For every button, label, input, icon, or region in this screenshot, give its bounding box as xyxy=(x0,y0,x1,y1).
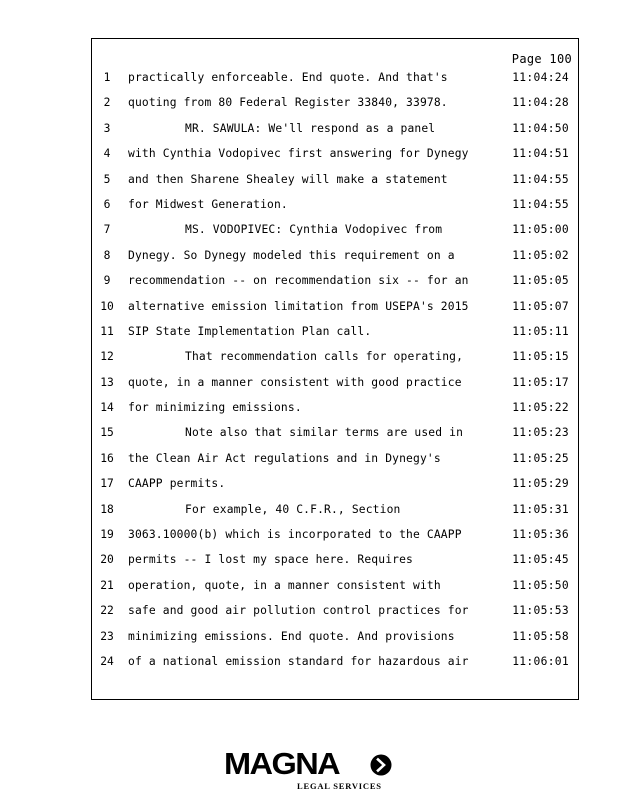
line-number: 22 xyxy=(100,604,114,618)
line-text: with Cynthia Vodopivec first answering for Dynegy xyxy=(128,147,469,161)
line-text: minimizing emissions. End quote. And provisions xyxy=(128,629,455,643)
transcript-line xyxy=(92,324,578,349)
line-text: the Clean Air Act regulations and in Dynegy's xyxy=(128,451,441,465)
line-text: Note also that similar terms are used in xyxy=(185,426,464,440)
timestamp: 11:04:28 xyxy=(512,96,569,110)
line-text: and then Sharene Shealey will make a statement xyxy=(128,172,448,186)
transcript-line xyxy=(92,146,578,171)
timestamp: 11:05:23 xyxy=(512,426,569,440)
line-number: 6 xyxy=(103,197,111,211)
timestamp: 11:04:24 xyxy=(512,71,569,84)
chevron-circle-icon xyxy=(370,754,392,776)
line-text: recommendation -- on recommendation six -- for an xyxy=(128,274,469,288)
line-text: That recommendation calls for operating, xyxy=(185,350,464,364)
line-number: 13 xyxy=(100,375,114,389)
line-number: 7 xyxy=(103,223,111,237)
line-text: 3063.10000(b) which is incorporated to the CAAPP xyxy=(128,528,462,542)
transcript-line xyxy=(92,299,578,324)
timestamp: 11:05:25 xyxy=(512,451,569,465)
line-text: permits -- I lost my space here. Requires xyxy=(128,553,414,567)
magna-logo xyxy=(224,747,394,793)
transcript-line xyxy=(92,95,578,120)
line-text: practically enforceable. End quote. And that's xyxy=(128,71,448,84)
line-number: 18 xyxy=(100,502,114,516)
line-number: 17 xyxy=(100,477,114,491)
line-text: for minimizing emissions. xyxy=(128,401,302,415)
timestamp: 11:05:50 xyxy=(512,578,569,592)
timestamp: 11:05:11 xyxy=(512,324,569,338)
line-number: 11 xyxy=(100,324,114,338)
line-number: 21 xyxy=(100,578,114,592)
line-text: safe and good air pollution control practices for xyxy=(128,604,469,618)
line-text: operation, quote, in a manner consistent with xyxy=(128,578,441,592)
transcript-line xyxy=(92,197,578,222)
timestamp: 11:05:02 xyxy=(512,248,569,262)
transcript-line xyxy=(92,273,578,298)
line-text: of a national emission standard for hazardous air xyxy=(128,654,469,668)
timestamp: 11:05:29 xyxy=(512,477,569,491)
transcript-line xyxy=(92,629,578,654)
transcript-lines xyxy=(92,70,578,679)
line-text: Dynegy. So Dynegy modeled this requirement on a xyxy=(128,248,455,262)
line-text: quoting from 80 Federal Register 33840, 33978. xyxy=(128,96,448,110)
line-number: 5 xyxy=(103,172,111,186)
timestamp: 11:05:22 xyxy=(512,401,569,415)
line-number: 16 xyxy=(100,451,114,465)
line-text: CAAPP permits. xyxy=(128,477,226,491)
timestamp: 11:05:15 xyxy=(512,350,569,364)
timestamp: 11:05:58 xyxy=(512,629,569,643)
timestamp: 11:05:05 xyxy=(512,274,569,288)
line-text: for Midwest Generation. xyxy=(128,197,288,211)
line-number: 19 xyxy=(100,528,114,542)
timestamp: 11:05:53 xyxy=(512,604,569,618)
transcript-line xyxy=(92,70,578,95)
transcript-line xyxy=(92,603,578,628)
page-number: Page 100 xyxy=(511,52,572,66)
logo-tagline: LEGAL SERVICES xyxy=(297,781,382,791)
line-text: MS. VODOPIVEC: Cynthia Vodopivec from xyxy=(185,223,443,237)
transcript-line xyxy=(92,578,578,603)
timestamp: 11:05:31 xyxy=(512,502,569,516)
line-number: 10 xyxy=(100,299,114,313)
line-number: 2 xyxy=(103,96,111,110)
line-text: SIP State Implementation Plan call. xyxy=(128,324,372,338)
line-number: 12 xyxy=(100,350,114,364)
line-number: 14 xyxy=(100,401,114,415)
transcript-line xyxy=(92,451,578,476)
transcript-line xyxy=(92,502,578,527)
timestamp: 11:05:07 xyxy=(512,299,569,313)
transcript-line xyxy=(92,172,578,197)
transcript-line xyxy=(92,552,578,577)
timestamp: 11:04:55 xyxy=(512,197,569,211)
transcript-line xyxy=(92,222,578,247)
line-number: 23 xyxy=(100,629,114,643)
timestamp: 11:05:45 xyxy=(512,553,569,567)
transcript-line xyxy=(92,248,578,273)
line-text: alternative emission limitation from USEPA's 2015 xyxy=(128,299,469,313)
timestamp: 11:04:51 xyxy=(512,147,569,161)
transcript-line xyxy=(92,400,578,425)
timestamp: 11:06:01 xyxy=(512,654,569,668)
transcript-line xyxy=(92,425,578,450)
transcript-line xyxy=(92,349,578,374)
line-number: 1 xyxy=(103,71,111,84)
timestamp: 11:05:17 xyxy=(512,375,569,389)
line-number: 8 xyxy=(103,248,111,262)
line-number: 4 xyxy=(103,147,111,161)
line-text: MR. SAWULA: We'll respond as a panel xyxy=(185,121,436,135)
line-text: quote, in a manner consistent with good practice xyxy=(128,375,462,389)
transcript-line xyxy=(92,476,578,501)
logo-wordmark: MAGNA xyxy=(224,746,340,781)
line-number: 9 xyxy=(103,274,111,288)
line-text: For example, 40 C.F.R., Section xyxy=(185,502,401,516)
transcript-line xyxy=(92,121,578,146)
transcript-line xyxy=(92,527,578,552)
timestamp: 11:04:55 xyxy=(512,172,569,186)
transcript-page xyxy=(91,38,579,700)
timestamp: 11:05:00 xyxy=(512,223,569,237)
line-number: 3 xyxy=(103,121,111,135)
timestamp: 11:05:36 xyxy=(512,528,569,542)
line-number: 15 xyxy=(100,426,114,440)
line-number: 20 xyxy=(100,553,114,567)
transcript-line xyxy=(92,654,578,679)
transcript-line xyxy=(92,375,578,400)
timestamp: 11:04:50 xyxy=(512,121,569,135)
line-number: 24 xyxy=(100,654,114,668)
